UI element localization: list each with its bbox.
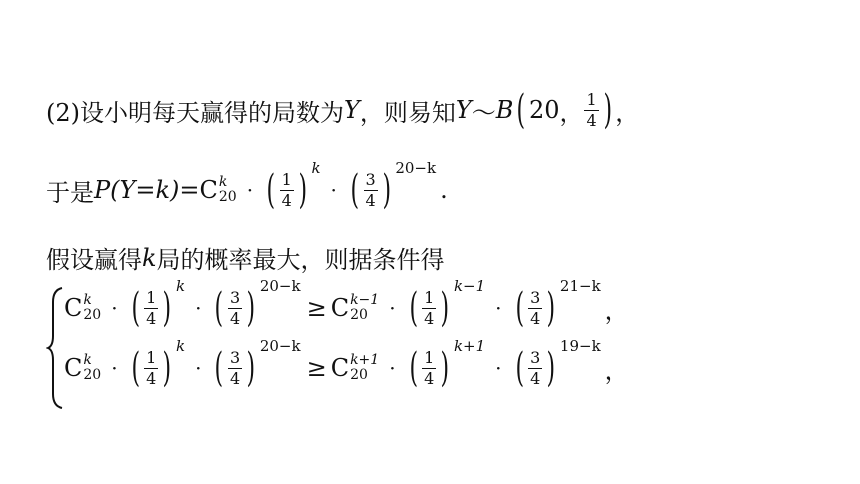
var-y: Y (344, 96, 360, 124)
var-k: k (142, 243, 157, 272)
relation-geq: ≥ (306, 294, 327, 322)
line2-prefix: 于是 (46, 178, 94, 207)
line1-end: ， (615, 98, 640, 127)
line1-prefix: (2)设小明每天赢得的局数为 (46, 98, 344, 127)
var-b: B (495, 96, 514, 124)
line2-end: . (440, 176, 448, 204)
var-y-2: Y (455, 96, 472, 124)
line-3: 假设赢得 k 局的概率最大，则据条件得 (46, 243, 445, 274)
inequality-row-2: C k 20 · ( $\frac{1}{4}$ ) k · ( $\frac{3}{4}$ ) 20−k ≥ C k+1 20 · ( $\frac{1}{4}$ ) k+1 · ( $\frac{3}{4}$ ) 19−k ， (64, 337, 629, 391)
combination: C k 20 (199, 174, 237, 205)
left-brace (46, 286, 66, 410)
line1-mid: ，则易知 (359, 98, 456, 127)
param-comma: ， (559, 98, 584, 127)
relation-geq: ≥ (306, 354, 327, 382)
inequality-row-1: C k 20 · ( $\frac{1}{4}$ ) k · ( $\frac{3}{4}$ ) 20−k ≥ C k−1 20 · ( $\frac{1}{4}$ ) k−1 · ( $\frac{3}{4}$ ) 21−k ， (64, 277, 629, 331)
param-p-fraction: $\frac{1}{4}$ (586, 89, 597, 130)
line-1 (46, 87, 640, 133)
fraction-one-quarter: ( $\frac{1}{4}$ ) (266, 167, 307, 213)
fraction-three-quarters: ( $\frac{3}{4}$ ) (350, 167, 391, 213)
binomial-params: ( 20 ， $\frac{1}{4}$ ) (516, 87, 612, 133)
prob-expression: P(Y=k)= (94, 176, 200, 204)
tilde: ～ (471, 98, 496, 127)
param-n: 20 (528, 96, 560, 124)
line-2: 于是 P(Y=k)= C k 20 · ( $\frac{1}{4}$ ) k · ( $\frac{3}{4}$ ) 20−k . (46, 159, 448, 213)
